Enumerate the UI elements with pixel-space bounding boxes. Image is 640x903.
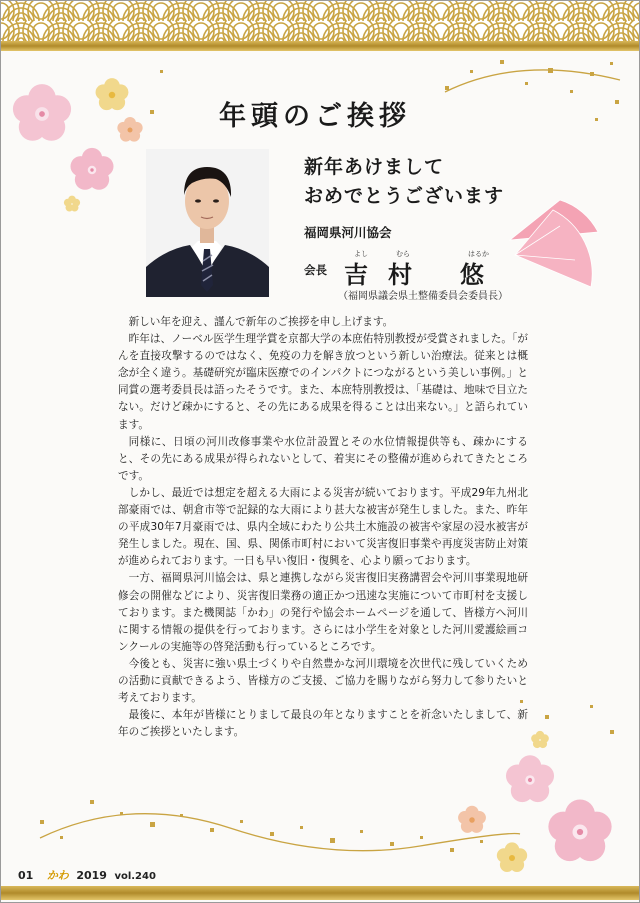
message-body [118, 314, 528, 741]
top-gold-bar [1, 41, 639, 51]
greeting-line-2: おめでとうございます [304, 185, 505, 207]
new-year-greeting [304, 153, 504, 211]
page-title: 年頭のご挨拶 [219, 101, 411, 132]
page-footer [18, 867, 156, 883]
body-paragraph: 昨年は、ノーベル医学生理学賞を京都大学の本庶佑特別教授が受賞されました。「がんを直接攻撃するのではなく、免疫の力を解き放つという新しい治療法。従来とは概念が全く違う。基礎研究が臨床医療でのインパクトにつながるという美しい事例。」と同賞の選考委員長は語ったそうです。また、本庶特別教授は、「基礎は、地味で目立たない。だけど疎かにすると、その先にある成果を得ることは出来ない。」と語られています。 [118, 333, 528, 431]
page-number: 01 [18, 869, 34, 882]
name-reading-3: はるか [468, 250, 489, 258]
author-name-block [304, 249, 524, 289]
body-paragraph: 今後とも、災害に強い県土づくりや自然豊かな河川環境を次世代に残していくための活動に貢献できるよう、皆様方のご支援、ご協力を賜りながら努力して参りたいと考えております。 [118, 657, 528, 705]
greeting-line-1: 新年あけまして [304, 156, 445, 178]
body-paragraph: 新しい年を迎え、謹んで新年のご挨拶を申し上げます。 [128, 316, 394, 328]
portrait-photo [146, 149, 269, 297]
volume-number: vol.240 [114, 871, 156, 882]
seigaiha-wave-pattern [1, 1, 639, 41]
body-paragraph: 一方、福岡県河川協会は、県と連携しながら災害復旧実務講習会や河川事業現地研修会の開催などにより、災害復旧業務の適正かつ迅速な実施について市町村を支援しております。また機関誌「かわ」の発行や協会ホームページを通して、皆様方へ河川に関する情報の提供を行っております。さらには小学生を対象とした河川愛護絵画コンクールの実施等の啓発活動も行っているところです。 [118, 572, 528, 653]
author-name-char-1: 吉 [344, 260, 368, 289]
author-name-char-2: 村 [388, 260, 412, 289]
name-reading-1: よし [354, 250, 368, 258]
author-name-char-3: 悠 [460, 260, 484, 289]
kawa-logo: かわ [46, 869, 69, 882]
body-paragraph: 最後に、本年が皆様にとりまして最良の年となりますことを祈念いたしまして、新年のご挨拶といたします。 [118, 709, 528, 739]
name-reading-2: むら [396, 250, 410, 258]
organization-name: 福岡県河川協会 [304, 225, 392, 240]
issue-year: 2019 [76, 869, 107, 882]
author-role: 会長 [304, 263, 327, 277]
author-affiliation: （福岡県議会県土整備委員会委員長） [338, 291, 508, 302]
body-paragraph: 同様に、日頃の河川改修事業や水位計設置とその水位情報提供等も、疎かにすると、その先にある成果が得られないとして、着実にその整備が進められてきたところです。 [118, 435, 528, 482]
bottom-gold-bar [1, 886, 639, 900]
body-paragraph: しかし、最近では想定を超える大雨による災害が続いております。平成29年九州北部豪雨では、朝倉市等で記録的な大雨により甚大な被害が発生しました。また、昨年の平成30年7月豪雨では、県内全域にわたり公共土木施設の被害や家屋の浸水被害が発生しました。現在、国、県、関係市町村において災害復旧事業や再度災害防止対策が進められております。一日も早い復旧・復興を、心より願っております。 [118, 486, 528, 568]
